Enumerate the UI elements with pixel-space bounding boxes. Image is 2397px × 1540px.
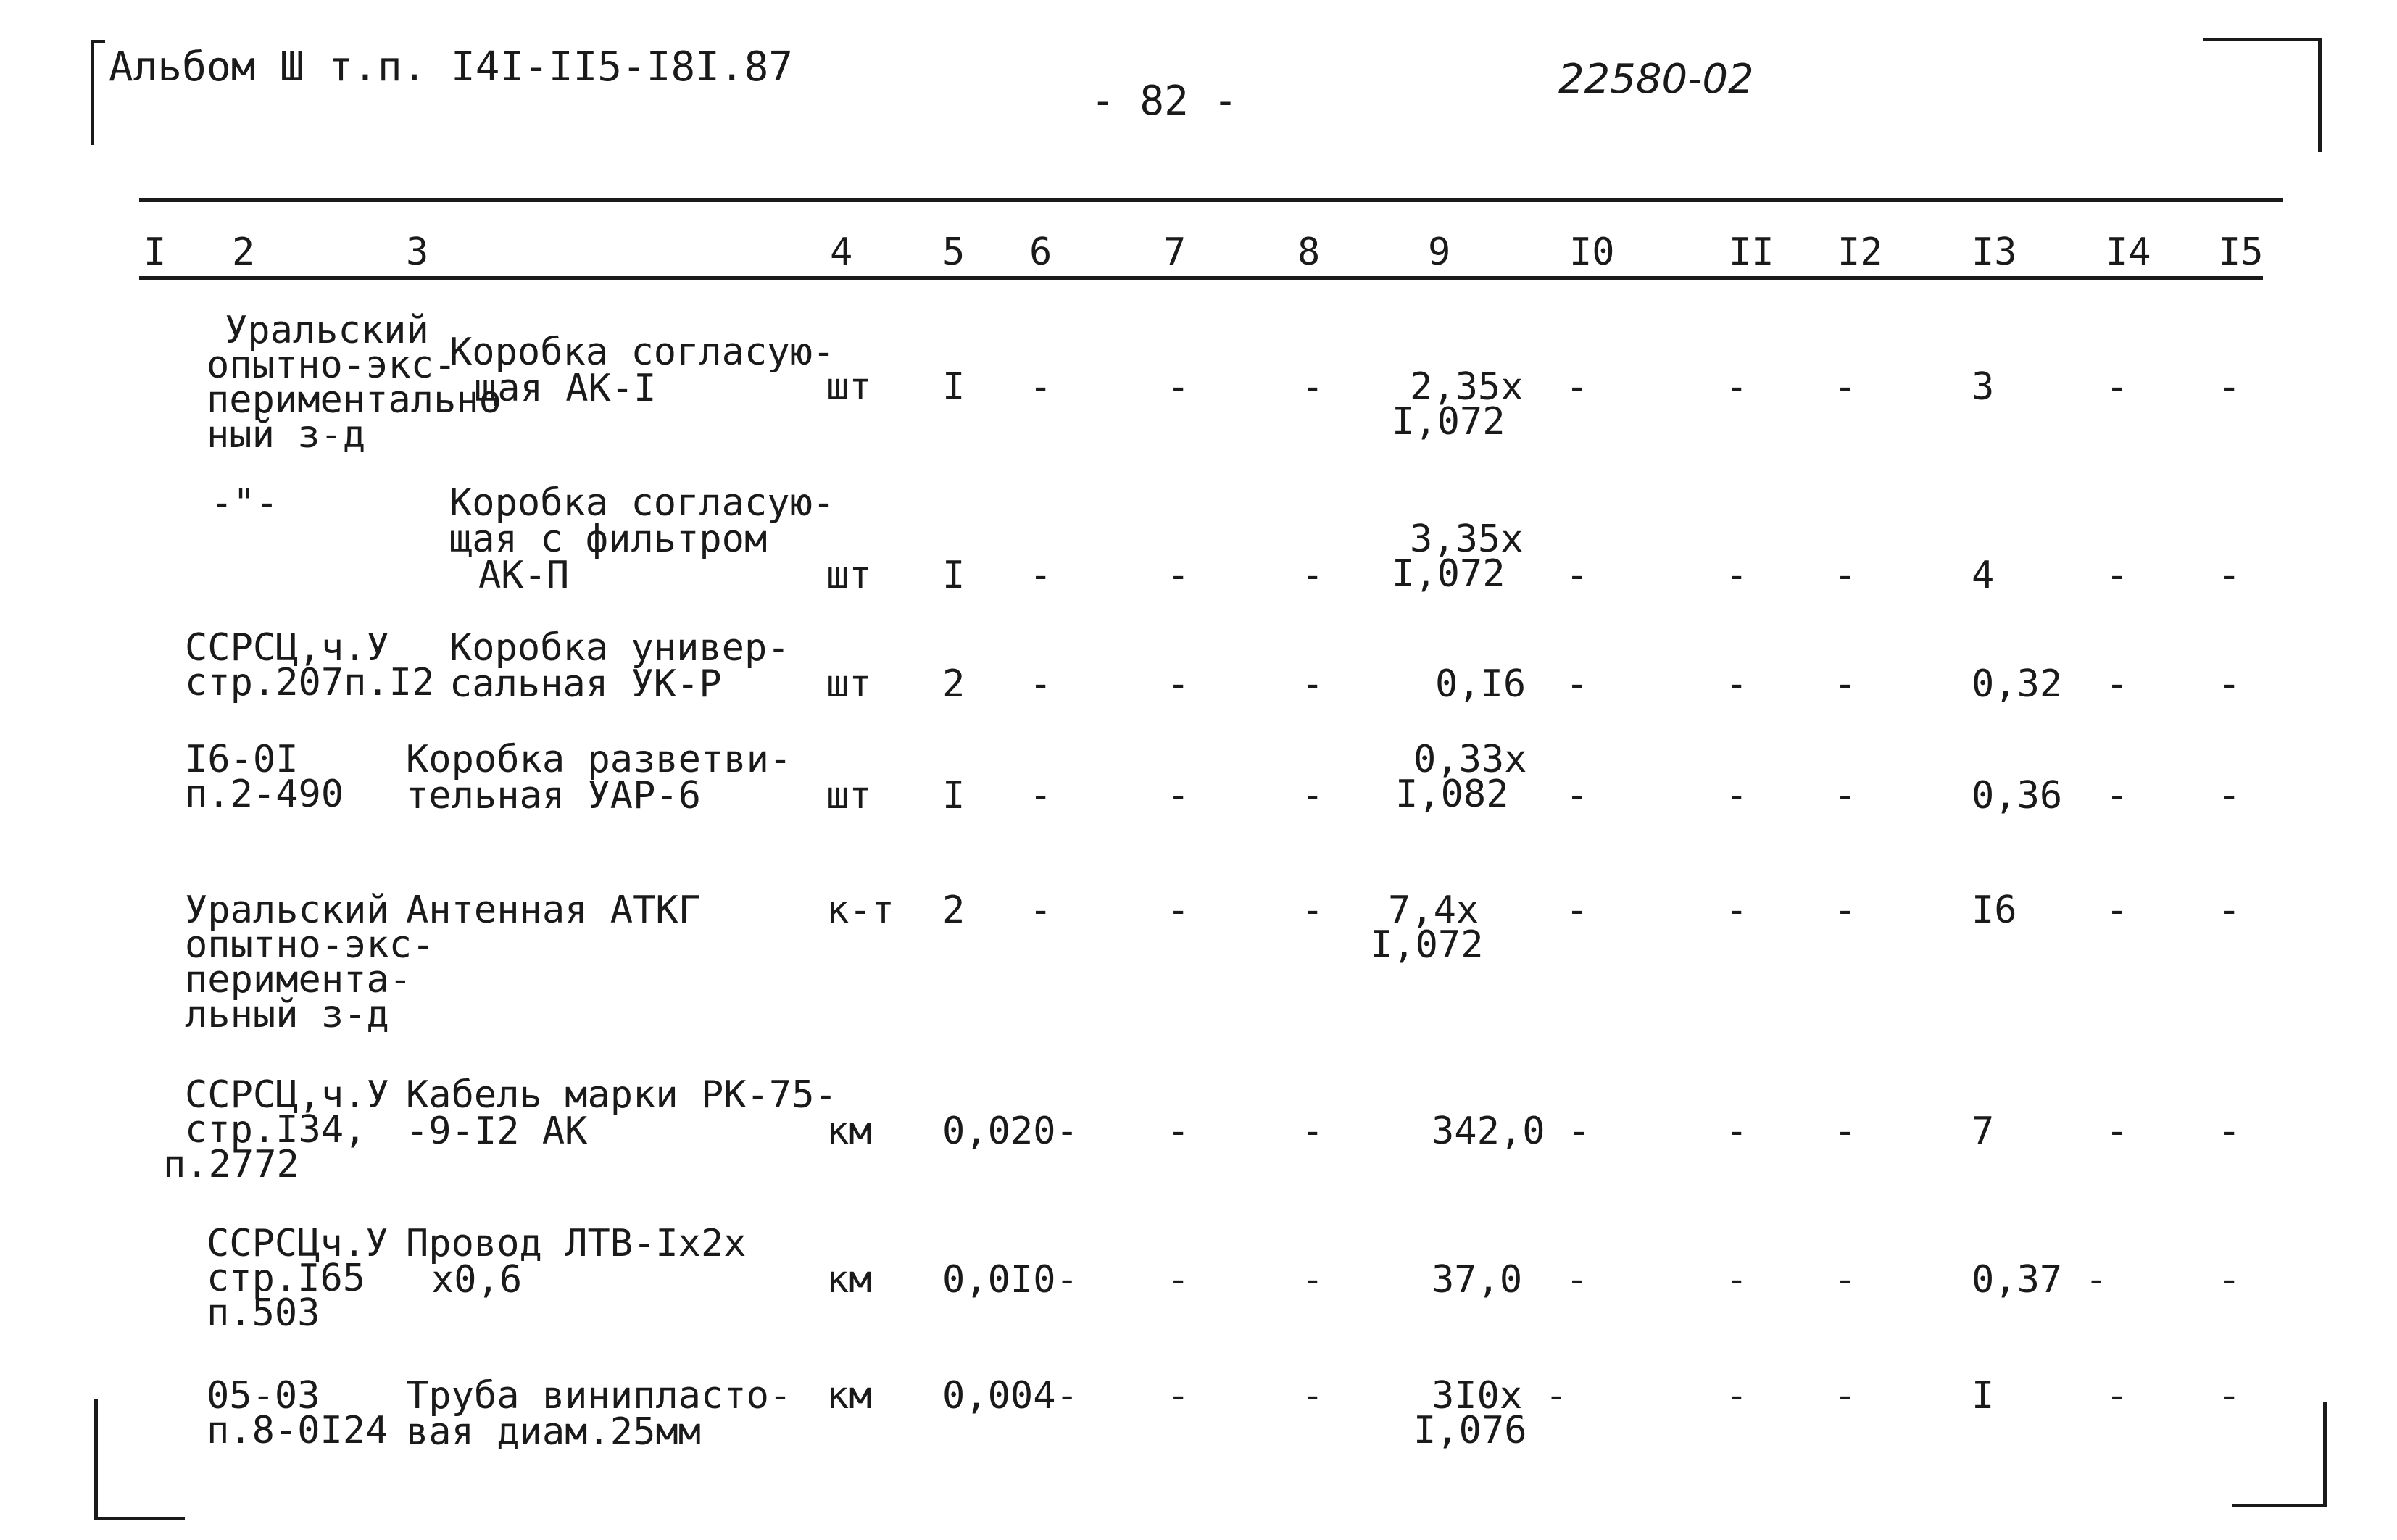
source-reference: -"- — [210, 481, 278, 525]
unit-price: I,082 — [1395, 773, 1509, 816]
cell-col10: - — [1566, 774, 1589, 817]
cell-col13: I — [1972, 1374, 1995, 1418]
cell-unit: км — [826, 1110, 872, 1153]
album-title: Альбом Ш т.п. I4I-II5-I8I.87 — [109, 43, 794, 91]
item-name: -9-I2 АК — [406, 1110, 588, 1153]
unit-price: 0,I6 — [1435, 662, 1526, 706]
source-reference: п.503 — [207, 1291, 320, 1335]
source-reference: ный з-д — [207, 413, 366, 457]
cell-col7: - — [1167, 1110, 1190, 1153]
cell-col12: - — [1834, 888, 1857, 932]
cell-col7: - — [1167, 662, 1190, 706]
source-reference: опытно-экс- — [185, 923, 435, 967]
unit-price: 342,0 - — [1432, 1110, 1591, 1153]
cell-col10: - — [1566, 1258, 1589, 1302]
corner-mark-top-right — [2318, 38, 2322, 152]
column-number-5: 5 — [942, 230, 965, 274]
cell-col10: - — [1566, 365, 1589, 409]
cell-col7: - — [1167, 1258, 1190, 1302]
source-reference: периментально — [207, 378, 502, 422]
source-reference: ССРСЦч.У — [207, 1222, 389, 1265]
item-name: Провод ЛТВ-Iх2х — [406, 1222, 747, 1265]
cell-col7: - — [1167, 888, 1190, 932]
cell-unit: шт — [826, 774, 872, 817]
cell-unit: шт — [826, 662, 872, 706]
cell-col6: - — [1029, 554, 1052, 597]
item-name: Кабель марки РК-75- — [406, 1073, 837, 1117]
cell-col13: 3 — [1972, 365, 1995, 409]
source-reference: ССРСЦ,ч.У — [185, 626, 389, 670]
cell-col15: - — [2218, 365, 2241, 409]
column-number-9: 9 — [1428, 230, 1451, 274]
source-reference: опытно-экс- — [207, 344, 457, 387]
source-reference: п.2-490 — [185, 773, 344, 816]
item-name: щая АК-I — [475, 367, 657, 410]
cell-col7: - — [1167, 365, 1190, 409]
item-name: Коробка согласую- — [449, 330, 836, 374]
cell-quantity: I — [942, 554, 965, 597]
column-number-7: 7 — [1163, 230, 1187, 274]
item-name: вая диам.25мм — [406, 1410, 701, 1454]
cell-unit: шт — [826, 365, 872, 409]
cell-col8: - — [1301, 1374, 1324, 1418]
source-reference: стр.I65 — [207, 1257, 366, 1300]
column-number-14: I4 — [2106, 230, 2151, 274]
unit-price: 3I0х - — [1432, 1374, 1568, 1418]
source-reference: Уральский — [185, 888, 389, 932]
item-name: тельная УАР-6 — [406, 774, 701, 817]
source-reference: ССРСЦ,ч.У — [185, 1073, 389, 1117]
column-number-4: 4 — [830, 230, 853, 274]
cell-unit: к-т — [826, 888, 894, 932]
cell-col15: - — [2218, 554, 2241, 597]
cell-col7: - — [1167, 774, 1190, 817]
cell-col13: 0,36 — [1972, 774, 2063, 817]
unit-price: 37,0 — [1432, 1258, 1523, 1302]
cell-col13: 7 — [1972, 1110, 1995, 1153]
column-number-10: I0 — [1569, 230, 1615, 274]
cell-col14: - — [2106, 1374, 2129, 1418]
cell-col6: - — [1029, 662, 1052, 706]
cell-col10: - — [1566, 662, 1589, 706]
source-reference: 05-03 — [207, 1374, 320, 1418]
cell-col14: - — [2106, 1110, 2129, 1153]
cell-col8: - — [1301, 554, 1324, 597]
corner-mark-top-right-h — [2203, 38, 2322, 41]
cell-col6: - — [1029, 774, 1052, 817]
cell-col10: - — [1566, 554, 1589, 597]
source-reference: п.8-0I24 — [207, 1409, 389, 1452]
cell-col14: - — [2106, 554, 2129, 597]
document-code: 22580-02 — [1558, 56, 1754, 103]
cell-col14: - — [2106, 662, 2129, 706]
corner-mark-bottom-left-h — [94, 1517, 185, 1520]
column-number-8: 8 — [1297, 230, 1321, 274]
source-reference: Уральский — [225, 309, 429, 352]
cell-col14: - — [2106, 365, 2129, 409]
unit-price: 7,4х — [1388, 888, 1479, 932]
cell-col11: - — [1725, 554, 1748, 597]
cell-col11: - — [1725, 774, 1748, 817]
cell-col13: I6 — [1972, 888, 2017, 932]
cell-col12: - — [1834, 774, 1857, 817]
corner-mark-bottom-left — [94, 1399, 98, 1520]
item-name: щая с фильтром — [449, 517, 768, 561]
cell-col13: 4 — [1972, 554, 1995, 597]
cell-col12: - — [1834, 1258, 1857, 1302]
column-number-3: 3 — [406, 230, 429, 274]
item-name: сальная УК-Р — [449, 662, 722, 706]
cell-quantity: I — [942, 774, 965, 817]
cell-col13: 0,32 — [1972, 662, 2063, 706]
column-number-12: I2 — [1837, 230, 1883, 274]
cell-col8: - — [1301, 365, 1324, 409]
cell-col8: - — [1301, 1258, 1324, 1302]
cell-quantity: I — [942, 365, 965, 409]
item-name: Коробка разветви- — [406, 738, 792, 781]
cell-unit: км — [826, 1374, 872, 1418]
page-number: - 82 - — [1091, 78, 1238, 125]
item-name: Антенная АТКГ — [406, 888, 701, 932]
item-name: Коробка согласую- — [449, 481, 836, 525]
cell-col14: - — [2106, 888, 2129, 932]
source-reference: льный з-д — [185, 993, 389, 1036]
cell-col13: 0,37 - — [1972, 1258, 2108, 1302]
unit-price: 0,33х — [1413, 738, 1527, 781]
column-number-15: I5 — [2218, 230, 2264, 274]
cell-quantity: 0,020- — [942, 1110, 1079, 1153]
source-reference: стр.207п.I2 — [185, 661, 435, 704]
cell-col6: - — [1029, 365, 1052, 409]
table-top-rule — [139, 198, 2283, 202]
column-number-13: I3 — [1972, 230, 2017, 274]
source-reference: перимента- — [185, 958, 412, 1002]
cell-quantity: 0,004- — [942, 1374, 1079, 1418]
cell-col12: - — [1834, 1374, 1857, 1418]
unit-price: 3,35х — [1410, 517, 1524, 561]
cell-col15: - — [2218, 1110, 2241, 1153]
source-reference: стр.I34, — [185, 1108, 367, 1152]
item-name: АК-П — [478, 554, 570, 597]
cell-col12: - — [1834, 365, 1857, 409]
corner-mark-top-left-h — [91, 40, 105, 43]
cell-col12: - — [1834, 1110, 1857, 1153]
item-name: Труба винипласто- — [406, 1374, 792, 1418]
cell-col11: - — [1725, 888, 1748, 932]
cell-quantity: 2 — [942, 662, 965, 706]
cell-col8: - — [1301, 888, 1324, 932]
unit-price: I,072 — [1392, 400, 1505, 444]
column-number-1: I — [144, 230, 167, 274]
item-name: х0,6 — [431, 1258, 523, 1302]
cell-col14: - — [2106, 774, 2129, 817]
unit-price: I,076 — [1413, 1409, 1527, 1452]
corner-mark-bottom-right-h — [2232, 1504, 2327, 1507]
corner-mark-top-left — [91, 40, 94, 145]
column-number-6: 6 — [1029, 230, 1052, 274]
cell-col11: - — [1725, 365, 1748, 409]
cell-col15: - — [2218, 662, 2241, 706]
cell-unit: шт — [826, 554, 872, 597]
cell-col11: - — [1725, 1374, 1748, 1418]
cell-col6: - — [1029, 888, 1052, 932]
source-reference: п.2772 — [163, 1143, 299, 1186]
cell-quantity: 0,0I0- — [942, 1258, 1079, 1302]
cell-col11: - — [1725, 1258, 1748, 1302]
cell-col11: - — [1725, 1110, 1748, 1153]
header-bottom-rule — [139, 276, 2263, 280]
unit-price: I,072 — [1392, 552, 1505, 596]
cell-col15: - — [2218, 1374, 2241, 1418]
cell-col7: - — [1167, 1374, 1190, 1418]
cell-col7: - — [1167, 554, 1190, 597]
column-number-2: 2 — [232, 230, 255, 274]
unit-price: I,072 — [1370, 923, 1484, 967]
unit-price: 2,35х — [1410, 365, 1524, 409]
cell-col8: - — [1301, 1110, 1324, 1153]
cell-col15: - — [2218, 1258, 2241, 1302]
cell-col8: - — [1301, 774, 1324, 817]
cell-col15: - — [2218, 888, 2241, 932]
cell-unit: км — [826, 1258, 872, 1302]
column-number-11: II — [1729, 230, 1774, 274]
cell-col8: - — [1301, 662, 1324, 706]
source-reference: I6-0I — [185, 738, 299, 781]
cell-col15: - — [2218, 774, 2241, 817]
cell-col12: - — [1834, 554, 1857, 597]
cell-col10: - — [1566, 888, 1589, 932]
item-name: Коробка универ- — [449, 626, 790, 670]
corner-mark-bottom-right — [2323, 1402, 2327, 1507]
cell-quantity: 2 — [942, 888, 965, 932]
cell-col12: - — [1834, 662, 1857, 706]
cell-col11: - — [1725, 662, 1748, 706]
